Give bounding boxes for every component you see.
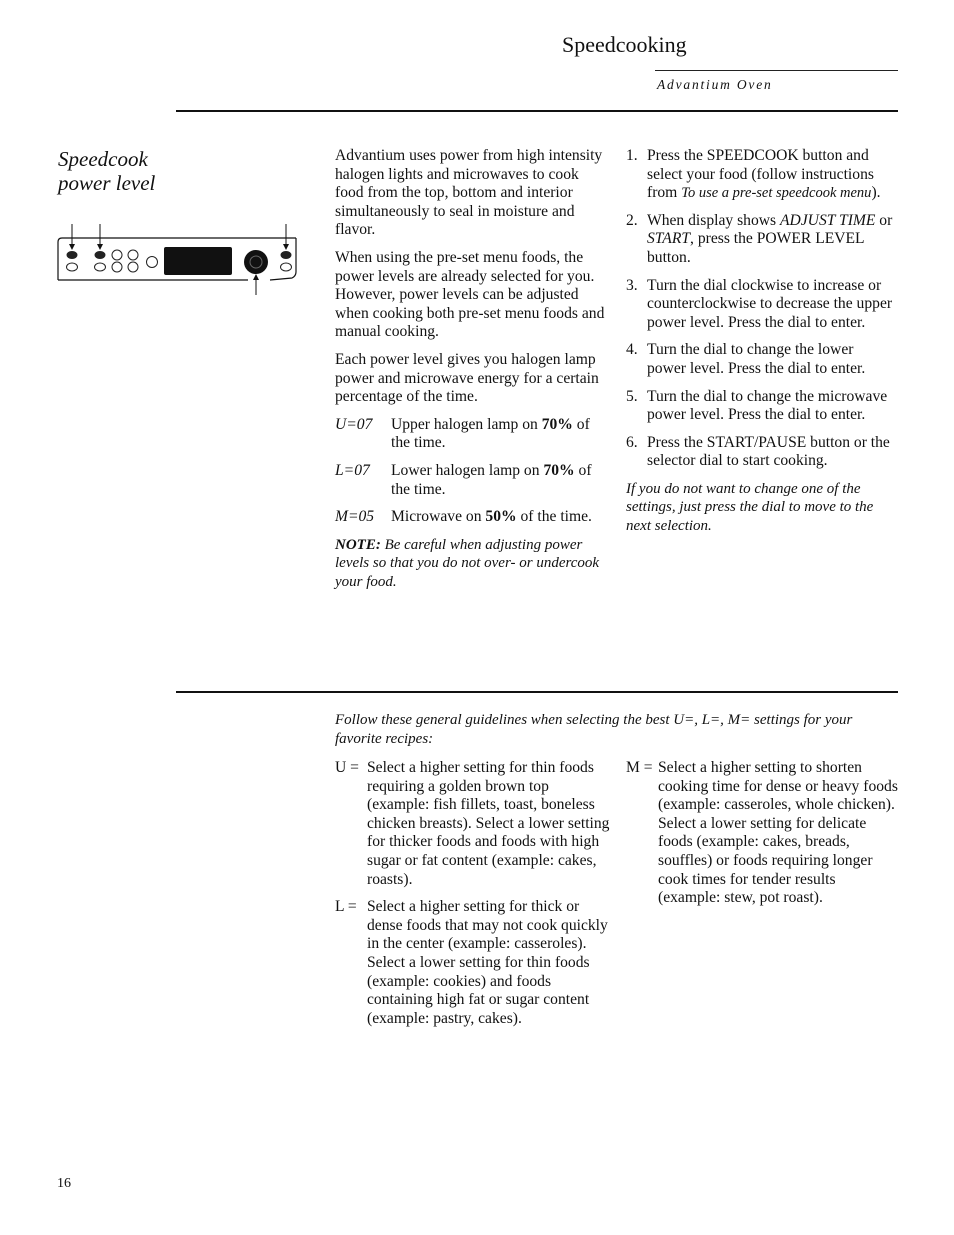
guideline-text: Select a higher setting to shorten cooking time for dense or heavy foods (example: casseroles, whole chicken). Select a lower setting for delicate foods (example: cakes, breads, souffles) or foods requiring longer cook times for tender results (example: stew, pot roast). (658, 759, 898, 907)
page-number: 16 (57, 1176, 71, 1191)
guideline-microwave (626, 759, 900, 908)
definition-term: U=07 (335, 415, 373, 433)
hint-text: If you do not want to change one of the settings, just press the dial to move to the next selection. (626, 480, 874, 534)
step-item: 5. Turn the dial to change the microwave power level. Press the dial to enter. (626, 387, 888, 424)
note-label: NOTE: (335, 536, 381, 553)
header-rule (655, 70, 898, 71)
section-title-line1: Speedcook (58, 147, 148, 171)
section-rule-top (176, 110, 898, 112)
definition-upper (335, 416, 607, 453)
control-panel-diagram (56, 222, 300, 296)
paragraph-preset-levels: When using the pre-set menu foods, the power levels are already selected for you. However, power levels can be adjusted when cooking both pre-set menu foods and manual cooking. (335, 248, 605, 341)
page-header-title: Speedcooking (562, 32, 687, 57)
definition-text: Lower halogen lamp on 70% of the time. (391, 461, 592, 498)
definition-microwave (335, 508, 607, 527)
step-item: 6. Press the START/PAUSE button or the selector dial to start cooking. (626, 433, 890, 470)
definition-term: L=07 (335, 461, 370, 479)
guideline-text: Select a higher setting for thin foods requiring a golden brown top (example: fish fillets, toast, boneless chicken breasts). Select a lower setting for thicker foods and foods with high sugar or fat content (example: cakes, roasts). (367, 759, 610, 888)
steps-list (626, 147, 896, 471)
control-panel-illustration (56, 222, 300, 296)
guideline-term: M = (626, 759, 653, 776)
guideline-text: Select a higher setting for thick or dense foods that may not cook quickly in the center (example: casseroles). Select a lower setting for thin foods (example: cookies) and foods containing high fat or sugar content (example: pastry, cakes). (367, 898, 608, 1027)
definition-term: M=05 (335, 508, 375, 526)
section-title (58, 147, 155, 195)
definition-text: Upper halogen lamp on 70% of the time. (391, 415, 590, 452)
guideline-term: L = (335, 898, 357, 916)
guidelines-right (626, 759, 900, 908)
step-item: 3. Turn the dial clockwise to increase or counterclockwise to decrease the upper power level. Press the dial to enter. (626, 276, 893, 331)
guideline-lower (335, 898, 611, 1028)
paragraph-level-meaning: Each power level gives you halogen lamp power and microwave energy for a certain percentage of the time. (335, 350, 599, 406)
intro-column (335, 147, 607, 600)
guidelines-left (335, 759, 611, 1037)
page-header-subtitle: Advantium Oven (657, 77, 773, 92)
paragraph-power-sources: Advantium uses power from high intensity halogen lights and microwaves to cook food from the top, bottom and interior simultaneously to seal in moisture and flavor. (335, 147, 603, 239)
section-title-line2: power level (58, 171, 156, 195)
guideline-upper (335, 759, 611, 889)
steps-column (626, 147, 896, 544)
step-item: 4. Turn the dial to change the lower power level. Press the dial to enter. (626, 341, 866, 377)
step-item: 1. Press the SPEEDCOOK button and select your food (follow instructions from To use a pre-set speedcook menu). (626, 147, 881, 202)
step-item: 2. When display shows ADJUST TIME or START, press the POWER LEVEL button. (626, 211, 893, 266)
guidelines-intro: Follow these general guidelines when selecting the best U=, L=, M= settings for your favorite recipes: (335, 712, 853, 747)
note-text: NOTE: Be careful when adjusting power levels so that you do not over- or undercook your food. (335, 536, 600, 590)
definition-text: Microwave on 50% of the time. (391, 508, 592, 526)
guideline-term: U = (335, 759, 359, 776)
section-rule-middle (176, 691, 898, 693)
definition-lower (335, 462, 607, 499)
